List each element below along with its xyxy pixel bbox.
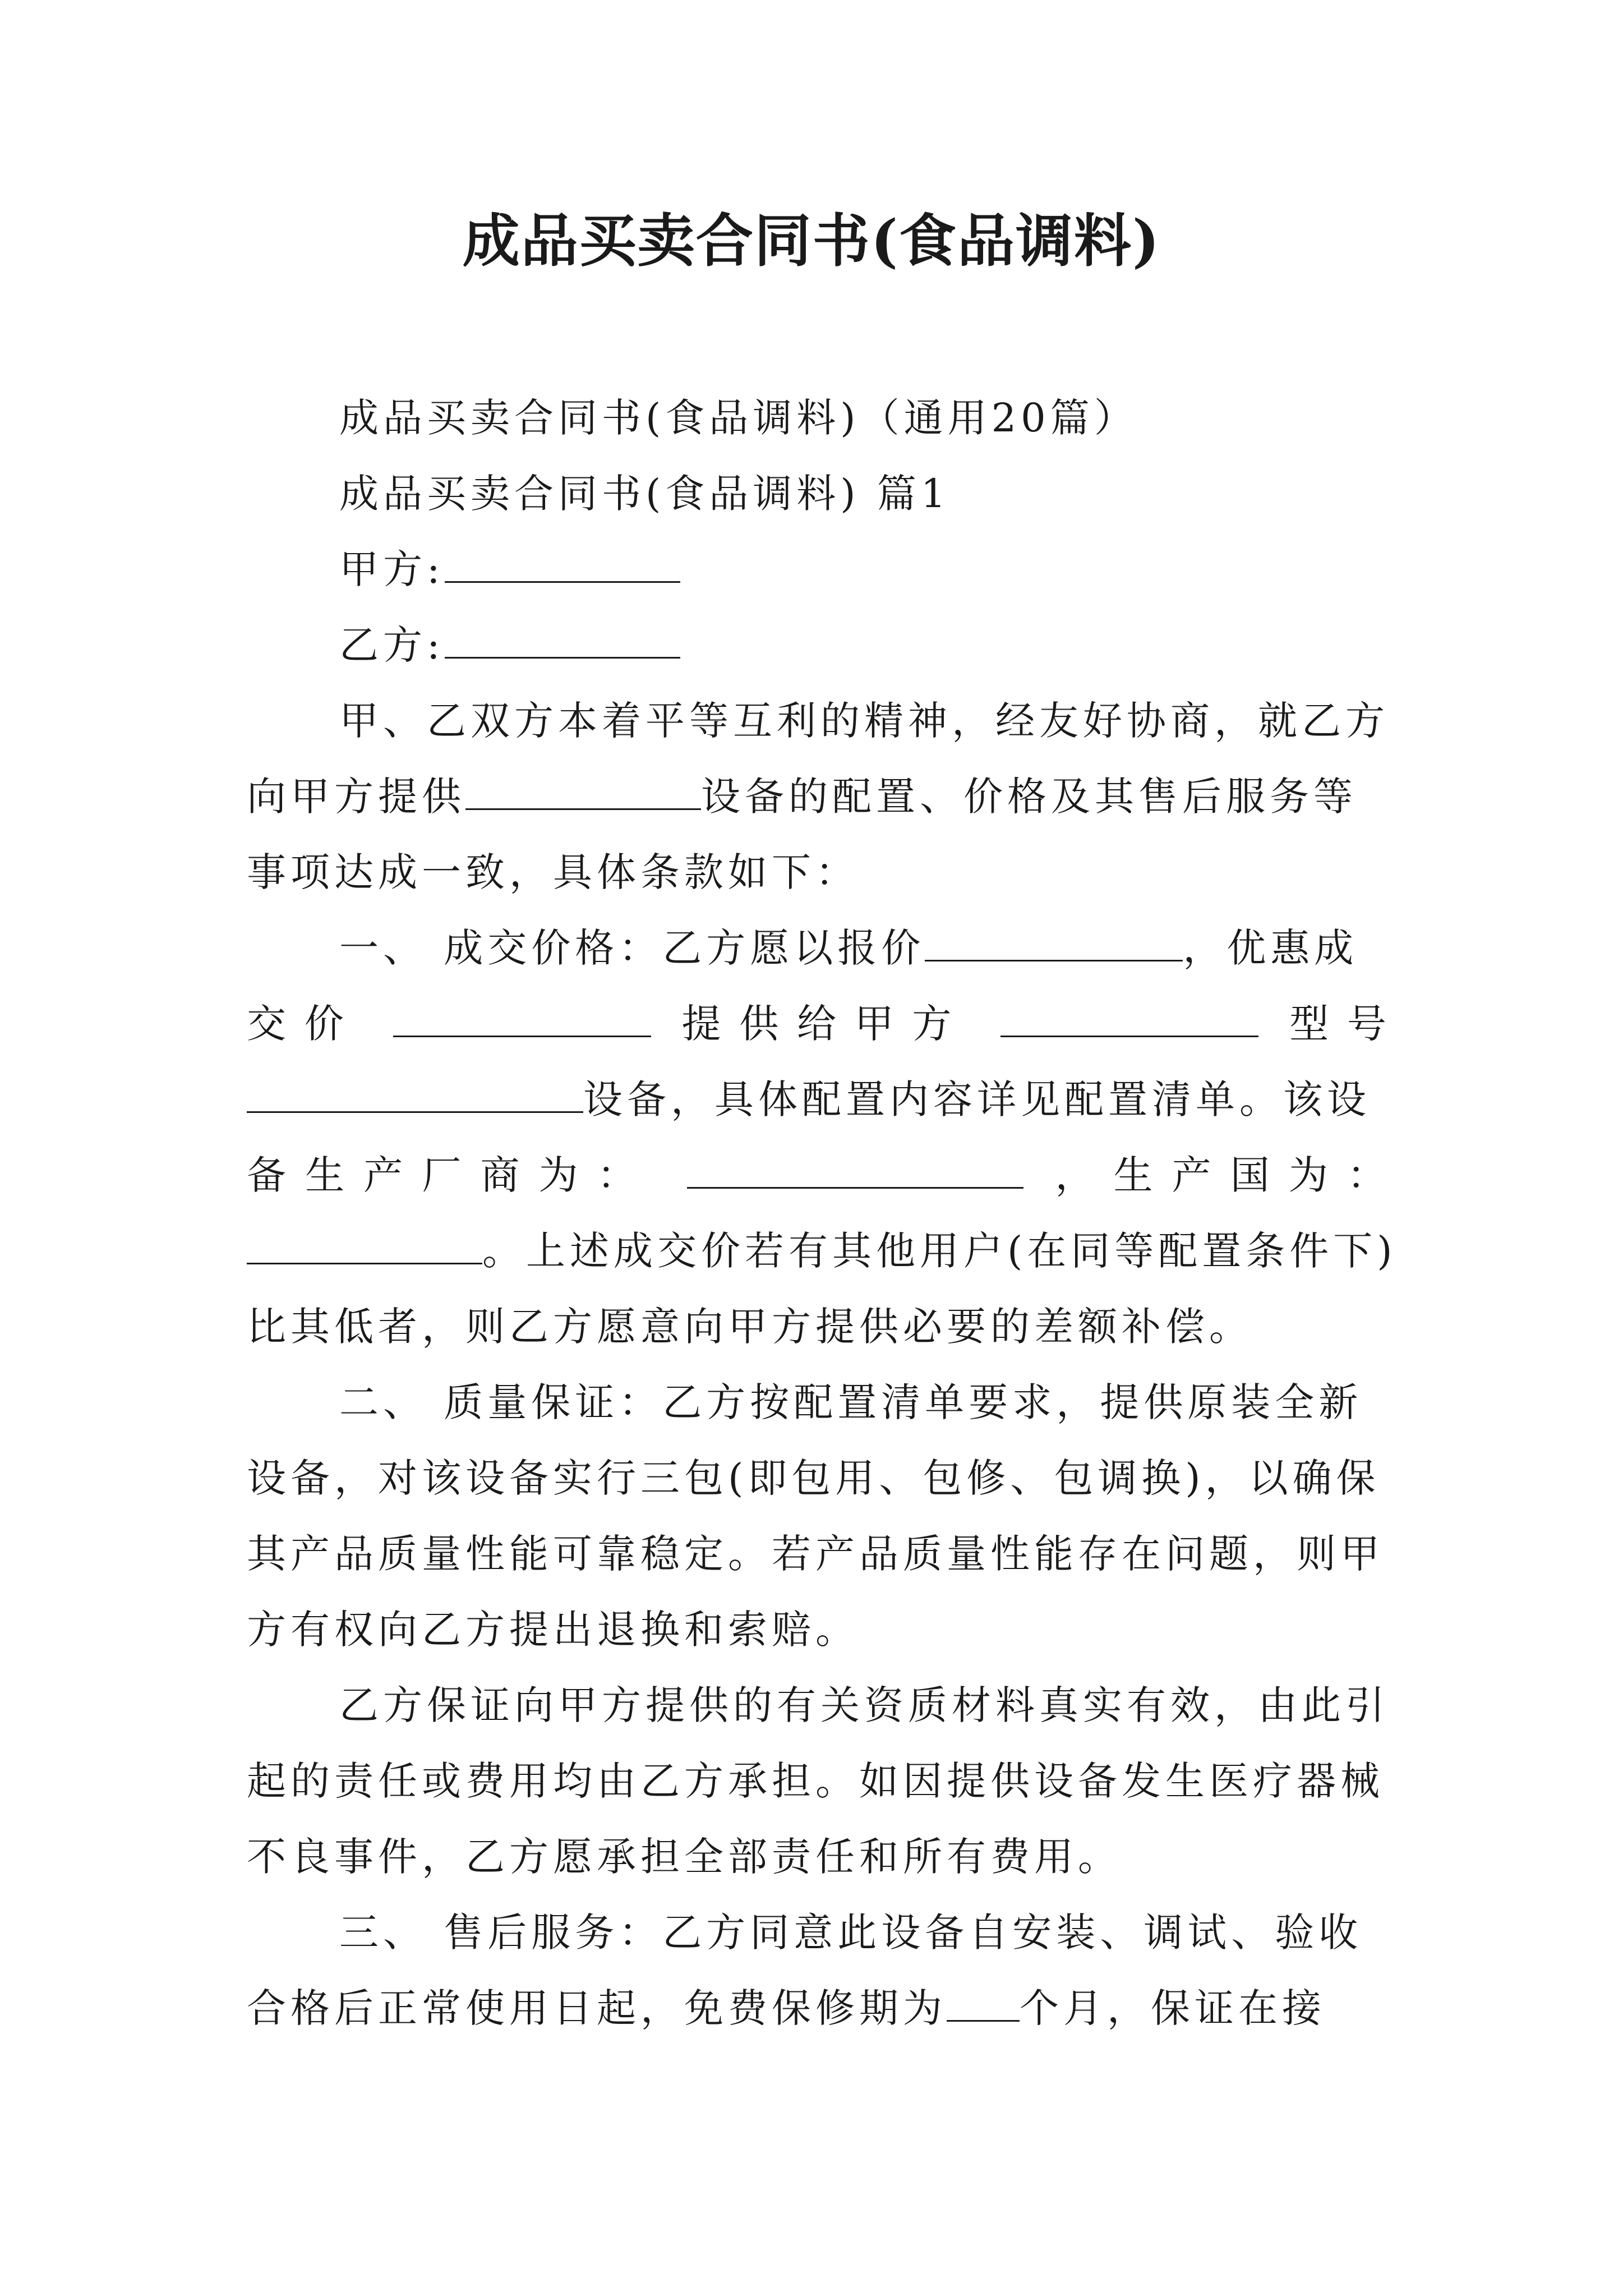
paragraph-line — [247, 766, 1391, 827]
clause-1-line — [247, 1220, 1397, 1282]
party-a-label: 甲方: — [339, 546, 445, 592]
model-blank — [247, 1076, 583, 1113]
paragraph-line: 不良事件，乙方愿承担全部责任和所有费用。 — [247, 1834, 1122, 1880]
text-segment: 设备的配置、价格及其售后服务等 — [701, 774, 1357, 820]
deal-price-blank — [393, 1001, 651, 1037]
clause-1-line: 比其低者，则乙方愿意向甲方提供必要的差额补偿。 — [247, 1304, 1253, 1350]
clause-1-line — [339, 917, 1391, 979]
paragraph-line: 甲、乙双方本着平等互利的精神，经友好协商，就乙方 — [339, 698, 1389, 744]
text-segment: 。上述成交价若有其他用户(在同等配置条件下) — [482, 1228, 1397, 1274]
paragraph-line: 起的责任或费用均由乙方承担。如因提供设备发生医疗器械 — [247, 1758, 1384, 1804]
text-segment: 个月，保证在接 — [1020, 1985, 1326, 2031]
party-a-name-blank — [1000, 1001, 1258, 1037]
clause-2-line: 设备，对该设备实行三包(即包用、包修、包调换)，以确保 — [247, 1455, 1380, 1501]
paragraph-line: 事项达成一致，具体条款如下： — [247, 849, 859, 895]
warranty-months-blank — [947, 1985, 1020, 2022]
party-b-blank — [445, 622, 680, 659]
clause-2-line: 二、 质量保证：乙方按配置清单要求，提供原装全新 — [339, 1379, 1363, 1425]
text-segment: 合格后正常使用日起，免费保修期为 — [247, 1985, 947, 2031]
clause-3-line: 三、 售后服务：乙方同意此设备自安装、调试、验收 — [339, 1910, 1363, 1955]
quote-price-blank — [925, 925, 1183, 961]
document-title: 成品买卖合同书(食品调料) — [462, 208, 1161, 275]
country-blank — [247, 1228, 482, 1264]
section-heading: 成品买卖合同书(食品调料) 篇1 — [339, 471, 951, 517]
text-segment: ，优惠成 — [1183, 925, 1358, 971]
text-segment: 设备，具体配置内容详见配置清单。该设 — [583, 1076, 1371, 1122]
text-segment: 提供给甲方 — [681, 1001, 970, 1047]
manufacturer-blank — [687, 1152, 1023, 1189]
clause-3-line — [247, 1977, 1391, 2039]
text-segment: 交价 — [247, 1001, 362, 1047]
party-a-blank — [445, 546, 680, 583]
equipment-blank — [465, 774, 701, 810]
text-segment: 备生产厂商为： — [247, 1152, 656, 1198]
clause-1-line — [247, 1144, 1391, 1206]
text-segment: 向甲方提供 — [247, 774, 465, 820]
clause-1-line — [247, 993, 1391, 1055]
text-segment: ，生产国为： — [1055, 1152, 1391, 1198]
clause-1-line — [247, 1069, 1391, 1130]
party-b-line — [339, 614, 1391, 676]
text-segment: 型号 — [1289, 1001, 1391, 1047]
clause-2-line: 其产品质量性能可靠稳定。若产品质量性能存在问题，则甲 — [247, 1531, 1384, 1577]
party-b-label: 乙方: — [339, 622, 445, 668]
paragraph-line: 乙方保证向甲方提供的有关资质材料真实有效，由此引 — [339, 1682, 1389, 1728]
party-a-line — [339, 539, 1391, 600]
clause-2-line: 方有权向乙方提出退换和索赔。 — [247, 1607, 859, 1653]
text-segment: 一、 成交价格：乙方愿以报价 — [339, 925, 925, 971]
subtitle-line: 成品买卖合同书(食品调料)（通用20篇） — [339, 395, 1138, 441]
